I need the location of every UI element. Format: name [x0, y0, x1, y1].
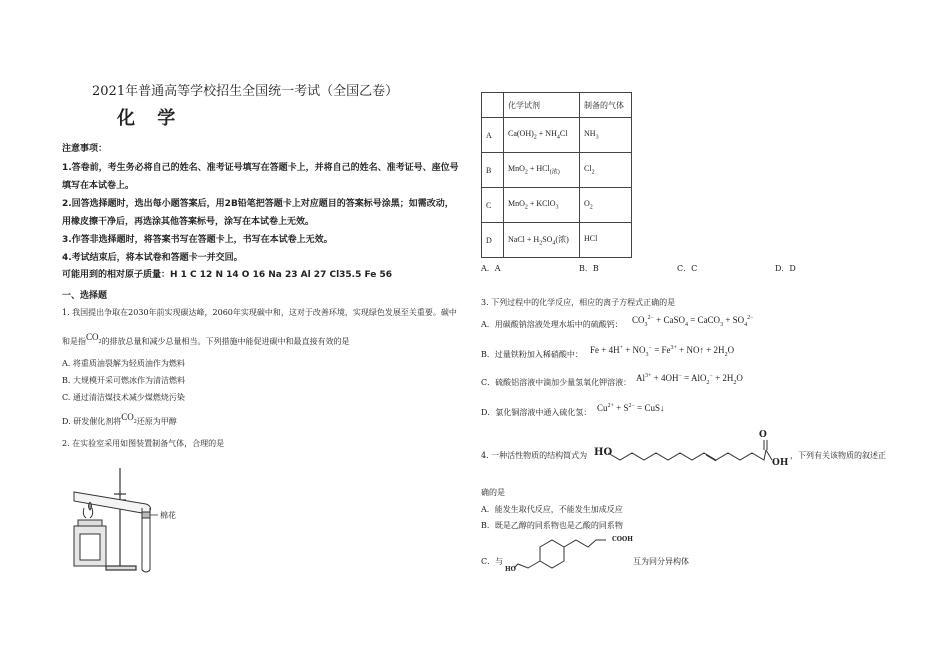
q3-option-a: A．用碳酸钠溶液处理水垢中的硫酸钙： [481, 320, 623, 329]
gas-cell: $Cl_2$ [580, 153, 632, 188]
table-header-row [482, 93, 632, 118]
q1-stem-line1: 1. 我国提出争取在2030年前实现碳达峰，2060年实现碳中和，这对于改善环境，实现绿色发展至关重要。碳中 [62, 308, 457, 317]
table-header: 制备的气体 [580, 93, 632, 118]
row-key: D [482, 223, 504, 258]
test-tube [74, 492, 151, 514]
note-line: 填写在本试卷上。 [62, 181, 135, 191]
gas-cell: $NH_3$ [580, 118, 632, 153]
q3-equation-a: $CO_3^{2-}$ + CaSO$_4$ = CaCO$_3$ + $SO_4^{2-}$ [632, 315, 754, 328]
reagent-cell: NaCl + $H_2SO_4$(浓) [504, 223, 580, 258]
iron-stand [106, 468, 136, 570]
table-row [482, 153, 632, 188]
note-line: 3.作答非选择题时，将答案书写在答题卡上，书写在本试卷上无效。 [62, 235, 333, 245]
table-row [482, 223, 632, 258]
gas-cell: HCl [580, 223, 632, 258]
table-header: 化学试剂 [504, 93, 580, 118]
atomic-masses: 可能用到的相对原子质量：H 1 C 12 N 14 O 16 Na 23 Al 27 Cl35.5 Fe 56 [62, 270, 393, 280]
note-line: 2.回答选择题时，选出每小题答案后，用2B铅笔把答题卡上对应题目的答案标号涂黑；如需改动， [62, 199, 454, 209]
table-row [482, 118, 632, 153]
q3-option-b: B．过量铁粉加入稀硝酸中： [481, 350, 583, 359]
table-row [482, 188, 632, 223]
q3-equation-c: $Al^{3+} + 4OH^- = AlO_2^- + 2H_2O$ [636, 373, 743, 386]
cyclohexane-structure [506, 536, 618, 574]
carbonyl-o-label: O [759, 430, 767, 440]
q4-option-c-prefix: C．与 [481, 557, 504, 566]
q2-answer-d: D．D [775, 264, 796, 273]
q4-option-c-suffix: 互为同分异构体 [633, 557, 689, 566]
collection-tube [142, 508, 150, 572]
burner [74, 502, 106, 566]
row-key: A [482, 118, 504, 153]
reagent-cell: $Ca(OH)_2 + NH_4Cl$ [504, 118, 580, 153]
structure-formula [608, 436, 798, 470]
ho-label: HO [594, 447, 613, 458]
q3-option-d: D．氯化铜溶液中通入硫化氢： [481, 408, 592, 417]
reagent-table [481, 92, 632, 258]
q3-equation-d: $Cu^{2+} + S^{2-}$ = CuS↓ [597, 403, 665, 413]
section-title: 一、选择题 [62, 291, 108, 301]
note-line: 用橡皮擦干净后，再选涂其他答案标号，涂写在本试卷上无效。 [62, 217, 315, 227]
reagent-cell: MnO$_2$ + KClO$_3$ [504, 188, 580, 223]
q4-stem-prefix: 4. 一种活性物质的结构简式为 [481, 451, 588, 460]
q2-answer-c: C．C [677, 264, 698, 273]
reagent-cell: MnO$_2$ + HCl$_{(浓)}$ [504, 153, 580, 188]
q1-option-b: B. 大规模开采可燃冰作为清洁燃料 [62, 376, 185, 385]
q1-option-a: A. 将重质油裂解为轻质油作为燃料 [62, 359, 185, 368]
q1-option-d: D. 研发催化剂将$CO_2$还原为甲醇 [62, 412, 177, 426]
q2-answer-a: A．A [481, 264, 501, 273]
q2-stem: 2. 在实验室采用如图装置制备气体，合理的是 [62, 439, 225, 448]
q3-equation-b: $Fe + 4H^+ + NO_3^- = Fe^{3+}$ + NO↑ + $2H_2O$ [590, 345, 735, 358]
q4-stem-line2: 确的是 [481, 488, 505, 497]
cooh-label: COOH [612, 536, 633, 543]
note-line: 1.答卷前，考生务必将自己的姓名、准考证号填写在答题卡上，并将自己的姓名、准考证号、座位号 [62, 163, 459, 173]
subject-title: 化 学 [117, 108, 184, 129]
q4-option-a: A．能发生取代反应，不能发生加成反应 [481, 505, 623, 514]
cotton-label: 棉花 [160, 511, 176, 520]
q1-stem-line2: 和是指$CO_2$的排放总量和减少总量相当。下列措施中能促进碳中和最直接有效的是 [62, 332, 350, 346]
exam-title: 2021年普通高等学校招生全国统一考试（全国乙卷） [92, 84, 399, 99]
ho-small-label: HO [505, 566, 516, 573]
q3-stem: 3. 下列过程中的化学反应，相应的离子方程式正确的是 [481, 298, 676, 307]
row-key: C [482, 188, 504, 223]
row-key: B [482, 153, 504, 188]
q4-stem-suffix: ，下列有关该物质的叙述正 [790, 451, 886, 460]
q1-option-c: C. 通过清洁煤技术减少煤燃烧污染 [62, 393, 185, 402]
note-line: 4.考试结束后，将本试卷和答题卡一并交回。 [62, 253, 243, 263]
notes-heading: 注意事项： [62, 144, 108, 154]
q2-answer-b: B．B [579, 264, 599, 273]
q3-option-c: C．硫酸铝溶液中滴加少量氢氧化钾溶液： [481, 378, 632, 387]
gas-cell: $O_2$ [580, 188, 632, 223]
oh-label: OH [772, 458, 789, 468]
q4-option-b: B．既是乙醇的同系物也是乙酸的同系物 [481, 521, 623, 530]
